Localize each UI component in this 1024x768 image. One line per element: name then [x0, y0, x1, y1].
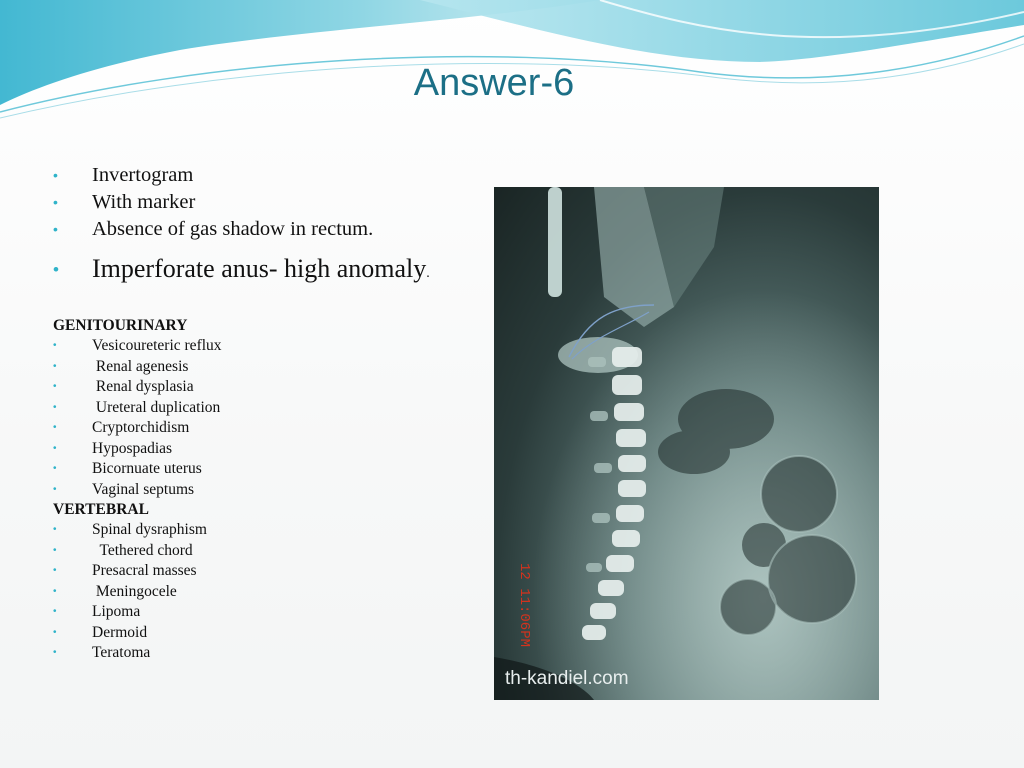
list-item: • Presacral masses: [53, 561, 473, 582]
list-item: • Hypospadias: [53, 439, 473, 460]
list-item: • Invertogram: [53, 162, 483, 189]
bullet-icon: •: [53, 422, 57, 433]
bullet-icon: •: [53, 360, 57, 372]
bullet-icon: •: [53, 483, 57, 495]
list-item: • Spinal dysraphism: [53, 520, 473, 541]
bullet-icon: •: [53, 647, 57, 658]
vertebral-list: [53, 520, 473, 664]
bullet-icon: •: [53, 565, 57, 576]
bullet-icon: •: [53, 626, 57, 638]
list-item: • Renal agenesis: [53, 357, 473, 378]
timestamp-stamp: 12 11:06PM: [516, 563, 532, 648]
diagnosis-item: • Imperforate anus- high anomaly.: [53, 253, 483, 290]
bullet-icon: •: [53, 585, 57, 597]
bullet-icon: •: [53, 381, 57, 392]
list-item: • With marker: [53, 189, 483, 216]
bullet-icon: •: [53, 260, 59, 279]
bullet-icon: •: [53, 606, 57, 617]
list-item: • Ureteral duplication: [53, 398, 473, 419]
associated-anomalies: [53, 316, 473, 664]
list-item: • Meningocele: [53, 582, 473, 603]
section-heading-genitourinary: GENITOURINARY: [53, 317, 188, 334]
list-item: • Bicornuate uterus: [53, 459, 473, 480]
bullet-icon: •: [53, 401, 57, 413]
genitourinary-list: [53, 336, 473, 500]
list-item: • Cryptorchidism: [53, 418, 473, 439]
bullet-icon: •: [53, 544, 57, 556]
slide-title: Answer-6: [413, 62, 575, 104]
list-item: • Lipoma: [53, 602, 473, 623]
section-heading-vertebral: VERTEBRAL: [53, 501, 149, 518]
bullet-icon: •: [53, 340, 57, 351]
bullet-icon: •: [53, 194, 58, 210]
list-item: • Tethered chord: [53, 541, 473, 562]
list-item: • Vesicoureteric reflux: [53, 336, 473, 357]
list-item: • Teratoma: [53, 643, 473, 664]
bullet-icon: •: [53, 463, 57, 474]
invertogram-xray-image: [494, 187, 879, 700]
list-item: • Dermoid: [53, 623, 473, 644]
bullet-icon: •: [53, 524, 57, 535]
image-watermark: th-kandiel.com: [505, 668, 629, 689]
bullet-icon: •: [53, 442, 57, 454]
list-item: • Vaginal septums: [53, 480, 473, 501]
list-item: • Absence of gas shadow in rectum.: [53, 216, 483, 243]
bullet-icon: •: [53, 167, 58, 183]
list-item: • Renal dysplasia: [53, 377, 473, 398]
main-bullet-list: [53, 162, 483, 290]
bullet-icon: •: [53, 221, 58, 237]
xray-illustration: [494, 187, 879, 700]
